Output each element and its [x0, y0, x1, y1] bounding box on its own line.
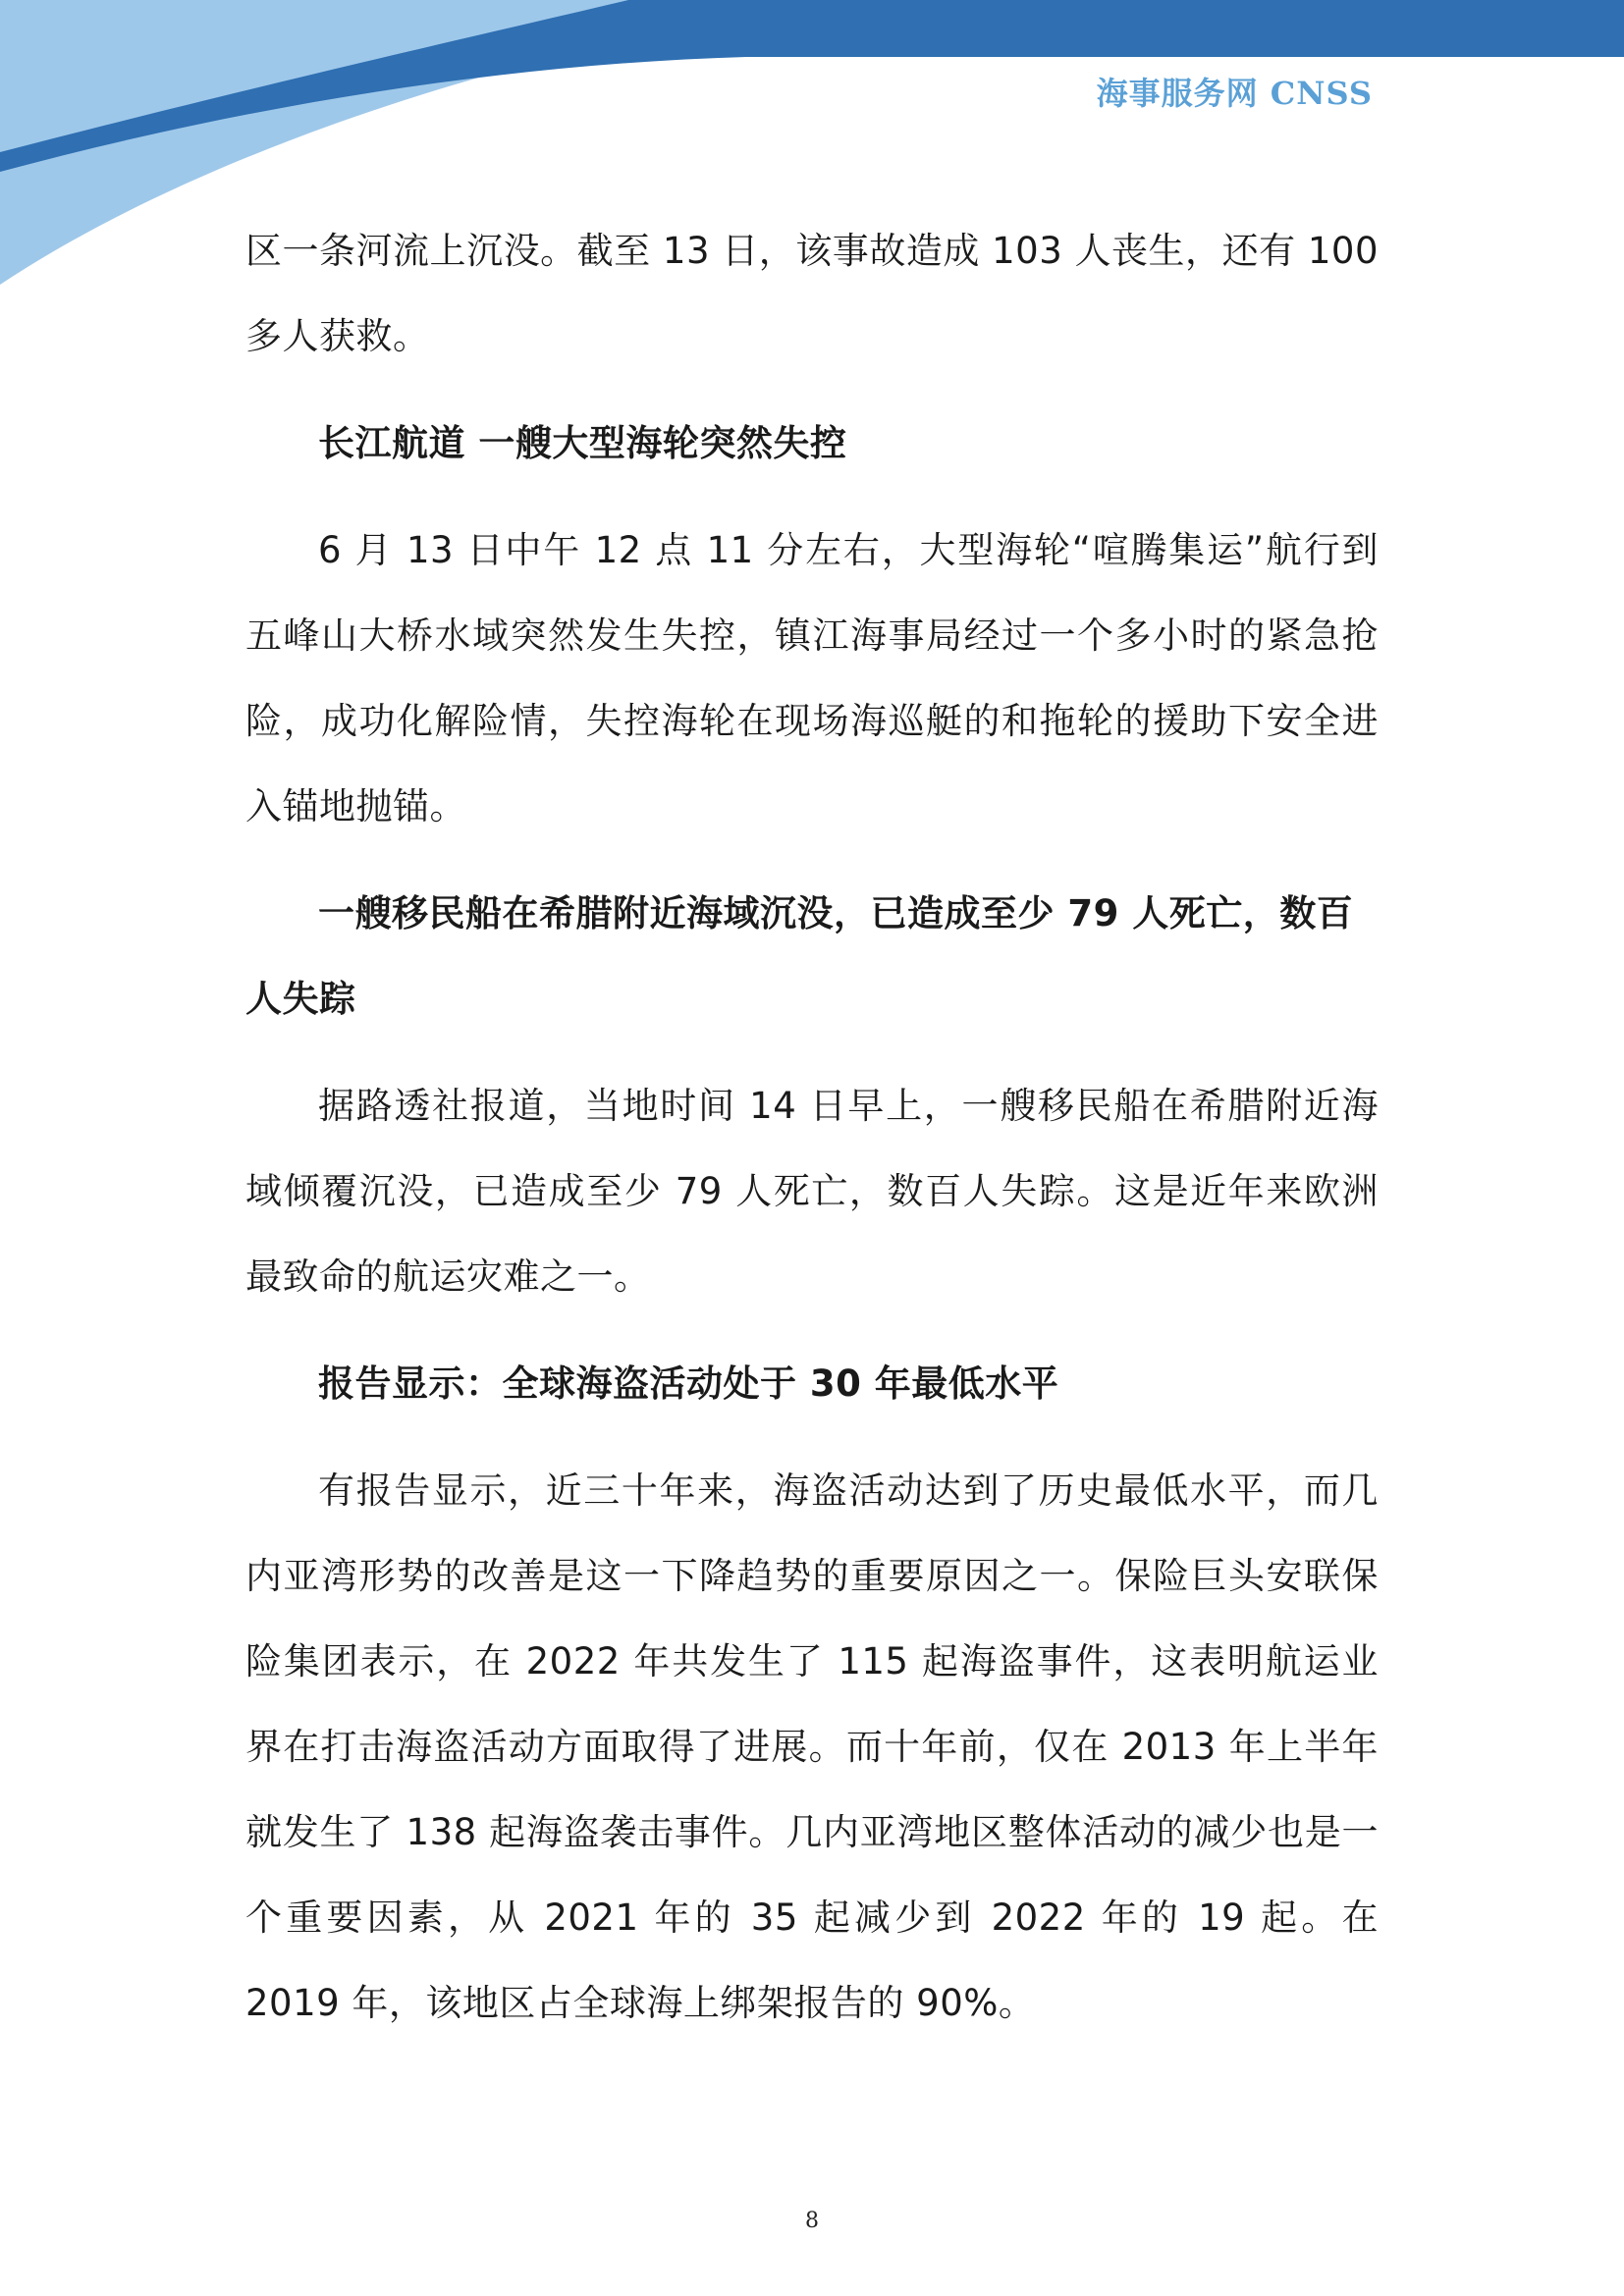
brand-name: 海事服务网 CNSS [1096, 75, 1373, 112]
section-heading-greece: 一艘移民船在希腊附近海域沉没，已造成至少 79 人死亡，数百人失踪 [245, 892, 1354, 1020]
paragraph-yangtze: 6 月 13 日中午 12 点 11 分左右，大型海轮“喧腾集运”航行到五峰山大桥水域突然发生失控，镇江海事局经过一个多小时的紧急抢险，成功化解险情，失控海轮在现场海巡艇的和拖轮的援助下安全进入锚地抛锚。 [245, 529, 1379, 828]
paragraph-greece: 据路透社报道，当地时间 14 日早上，一艘移民船在希腊附近海域倾覆沉没，已造成至少 79 人死亡，数百人失踪。这是近年来欧洲最致命的航运灾难之一。 [245, 1085, 1379, 1298]
page-number: 8 [805, 2209, 819, 2233]
section-heading-yangtze: 长江航道 一艘大型海轮突然失控 [318, 422, 847, 464]
paragraph-piracy: 有报告显示，近三十年来，海盗活动达到了历史最低水平，而几内亚湾形势的改善是这一下降趋势的重要原因之一。保险巨头安联保险集团表示，在 2022 年共发生了 115 起海盗事件，这表明航运业界在打击海盗活动方面取得了进展。而十年前，仅在 2013 年上半年就发生了 138 起海盗袭击事件。几内亚湾地区整体活动的减少也是一个重要因素，从 2021 年的 35 起减少到 2022 年的 19 起。在 2019 年，该地区占全球海上绑架报告的 90%。 [245, 1469, 1379, 2024]
paragraph-continuation: 区一条河流上沉没。截至 13 日，该事故造成 103 人丧生，还有 100 多人获救。 [245, 230, 1379, 357]
section-heading-piracy: 报告显示：全球海盗活动处于 30 年最低水平 [318, 1362, 1059, 1405]
article-body [245, 208, 1379, 2046]
